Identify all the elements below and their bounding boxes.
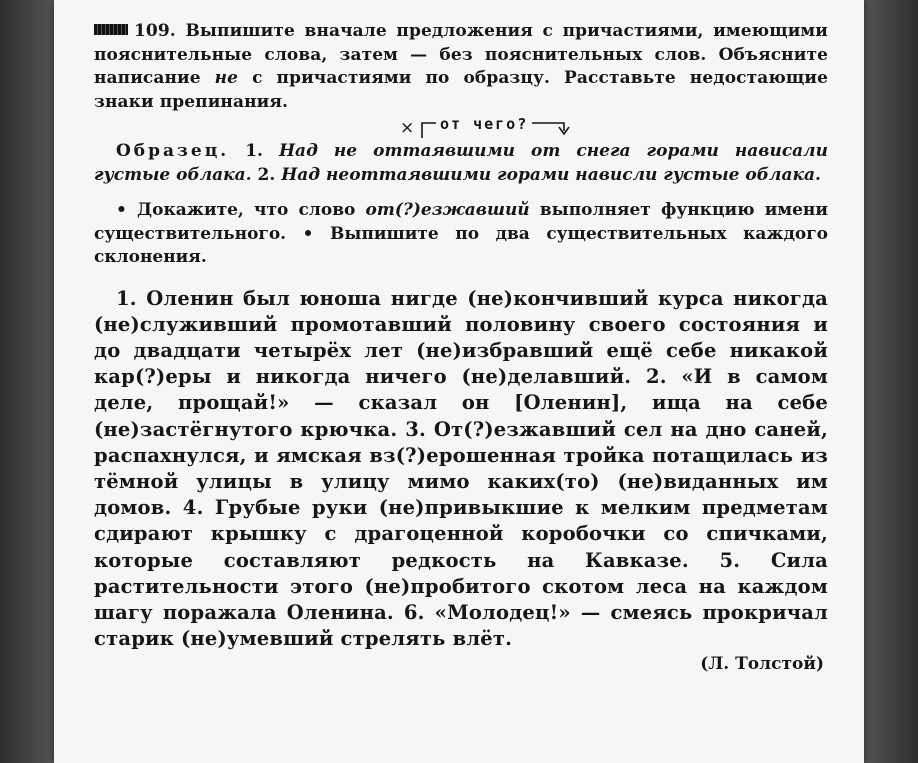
bullet-1-word: от(?)езжавший (365, 200, 530, 220)
bullet-1-pre: • Докажите, что слово (116, 200, 366, 220)
exercise-text: 1. Оленин был юноша нигде (не)кончивший курса никогда (не)служивший промотавший половину своего состояния и до двадцати четырёх лет (не)избравший ещё себе никакой кар(?)еры и никогда ничего (не)делавший. 2. «И в самом деле, прощай!» — сказал он [Оленин], ища на себе (не)застёгнутого крючка. 3. От(?)езжавший сел на дно саней, распахнулся, и ямская вз(?)ерошенная тройка потащилась из тёмной улицы в улицу мимо каких(то) (не)виданных им домов. 4. Грубые руки (не)привыкшие к мелким предметам сдирают крышку с драгоценной коробочки со спичками, которые составляют редкость на Кавказе. 5. Сила растительности этого (не)пробитого скотом леса на каждом шагу поражала Оленина. 6. «Молодец!» — смеясь прокричал старик (не)умевший стрелять влёт. (94, 286, 828, 651)
sample-block (94, 140, 828, 187)
annotation-question: от чего? (440, 115, 529, 133)
task-marker-icon (94, 24, 128, 35)
sample-annotation (94, 114, 828, 140)
sample-sentence-1: Над не оттаявшими от снега горами нависали густые облака. (94, 141, 828, 185)
sample-number-1: 1. (229, 141, 263, 161)
sample-sentence-2: Над неоттаявшими горами нависли густые облака. (275, 164, 821, 185)
textbook-page (54, 0, 864, 763)
task-text-part2: с причастиями по образцу. Расставьте недостающие знаки препинания. (94, 68, 828, 112)
sample-number-2: 2. (251, 164, 276, 185)
cross-mark-icon: × (400, 118, 415, 138)
author-attribution: (Л. Толстой) (700, 654, 824, 675)
task-number: 109. (134, 21, 176, 41)
page-text (94, 20, 828, 674)
sample-label: Образец. (116, 141, 230, 161)
task-text-part1: Выпишите вначале предложения с причастиями, имеющими пояснительные слова, затем — без пояснительных слов. Объясните написание (94, 21, 828, 88)
task-instructions (94, 20, 828, 114)
task-ne-word: не (214, 68, 239, 88)
additional-tasks (94, 199, 828, 270)
bullet-2: • Выпишите по два существительных каждого склонения. (94, 223, 828, 267)
bullet-1-post: выполняет функцию имени существительного. (94, 200, 828, 244)
